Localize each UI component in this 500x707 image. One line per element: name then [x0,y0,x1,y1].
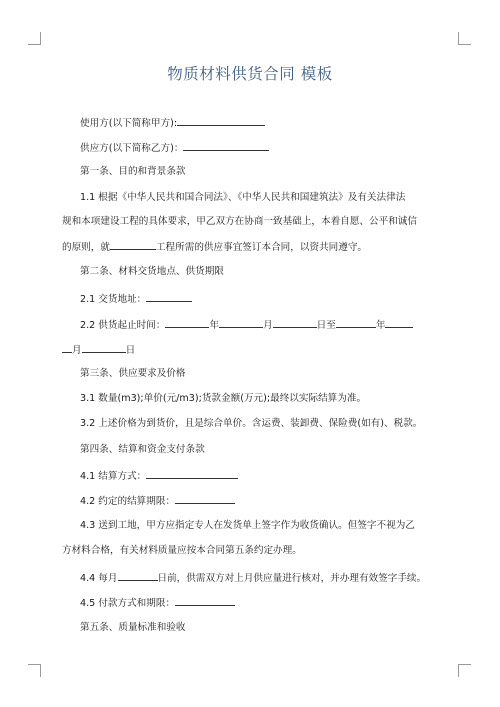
clause-3-1: 3.1 数量(m3);单价(元/m3);货款金额(万元);最终以实际结算为准。 [80,393,367,404]
settlement-method-label: 4.1 结算方式： [80,471,147,482]
delivery-address-blank [146,292,192,302]
payment-terms-label: 4.5 付款方式和期限： [80,598,176,609]
start-month-char: 月 [263,320,273,331]
supply-period-label: 2.2 供货起止时间： [80,320,166,331]
payment-terms-blank [175,596,235,606]
clause-1-1-text-a: 的原则，就 [62,242,110,253]
clause-4-1-line [80,469,460,483]
party-a-blank [177,116,265,126]
clause-3-2: 3.2 上述价格为到货价，且是综合单价。含运费、装卸费、保险费(如有)、税款。 [80,418,423,429]
clause-4-3-line-2: 方材料合格，有关材料质量应按本合同第五条约定办理。 [62,545,302,556]
article-3-heading: 第三条、供应要求及价格 [80,368,186,379]
clause-1-1-line-2: 规和本项建设工程的具体要求，甲乙双方在协商一致基础上，本着自愿、公平和诚信 [62,216,417,227]
start-day-blank [273,318,317,328]
start-month-blank [219,318,263,328]
party-b-blank [183,141,269,151]
end-month-blank-a [385,318,413,328]
clause-4-5-line [80,596,460,610]
document-title: 物质材料供货合同 模板 [167,65,333,83]
party-a-label: 使用方(以下简称甲方): [80,118,178,129]
party-a-line [80,116,460,130]
start-year-blank [165,318,209,328]
settlement-period-label: 4.2 约定的结算期限： [80,496,176,507]
end-month-char: 月 [72,345,82,356]
clause-2-1-line [80,292,460,306]
end-year-char: 年 [375,320,386,331]
party-b-label: 供应方(以下简称乙方)： [80,143,184,154]
clause-2-2-line-1 [80,318,460,332]
article-2-heading: 第二条、材料交货地点、供货期限 [80,266,224,277]
end-day-blank [82,343,126,353]
end-day-char: 日 [125,345,136,356]
crop-mark-bottom-left [28,664,41,677]
clause-2-2-line-2 [62,343,442,357]
crop-mark-top-right [458,32,471,45]
party-b-line [80,141,460,155]
clause-4-2-line [80,494,460,508]
article-4-heading: 第四条、结算和资金支付条款 [80,444,205,455]
delivery-address-label: 2.1 交货地址： [80,294,147,305]
monthly-day-blank [118,571,158,581]
clause-4-3-line-1: 4.3 送到工地，甲方应指定专人在发货单上签字作为收货确认。但签字不视为乙 [80,520,415,531]
clause-4-4-text-b: 日前，供需双方对上月供应量进行核对，并办理有效签字手续。 [157,573,427,584]
article-1-heading: 第一条、目的和背景条款 [80,166,186,177]
start-day-to: 日至 [316,320,336,331]
crop-mark-top-left [28,32,41,45]
crop-mark-bottom-right [458,664,471,677]
clause-4-4-text-a: 4.4 每月 [80,573,118,584]
clause-4-4-line [80,571,460,585]
end-month-blank-b [62,343,72,353]
clause-1-1-line-1: 1.1 根据《中华人民共和国合同法》、《中华人民共和国建筑法》及有关法律法 [80,192,406,203]
start-year-char: 年 [209,320,220,331]
clause-1-1-line-3 [62,240,442,254]
settlement-method-blank [146,469,238,479]
project-name-blank [110,240,156,250]
article-5-heading: 第五条、质量标准和验收 [80,622,186,633]
end-year-blank [336,318,376,328]
clause-1-1-text-b: 工程所需的供应事宜签订本合同，以资共同遵守。 [155,242,368,253]
settlement-period-blank [175,494,235,504]
